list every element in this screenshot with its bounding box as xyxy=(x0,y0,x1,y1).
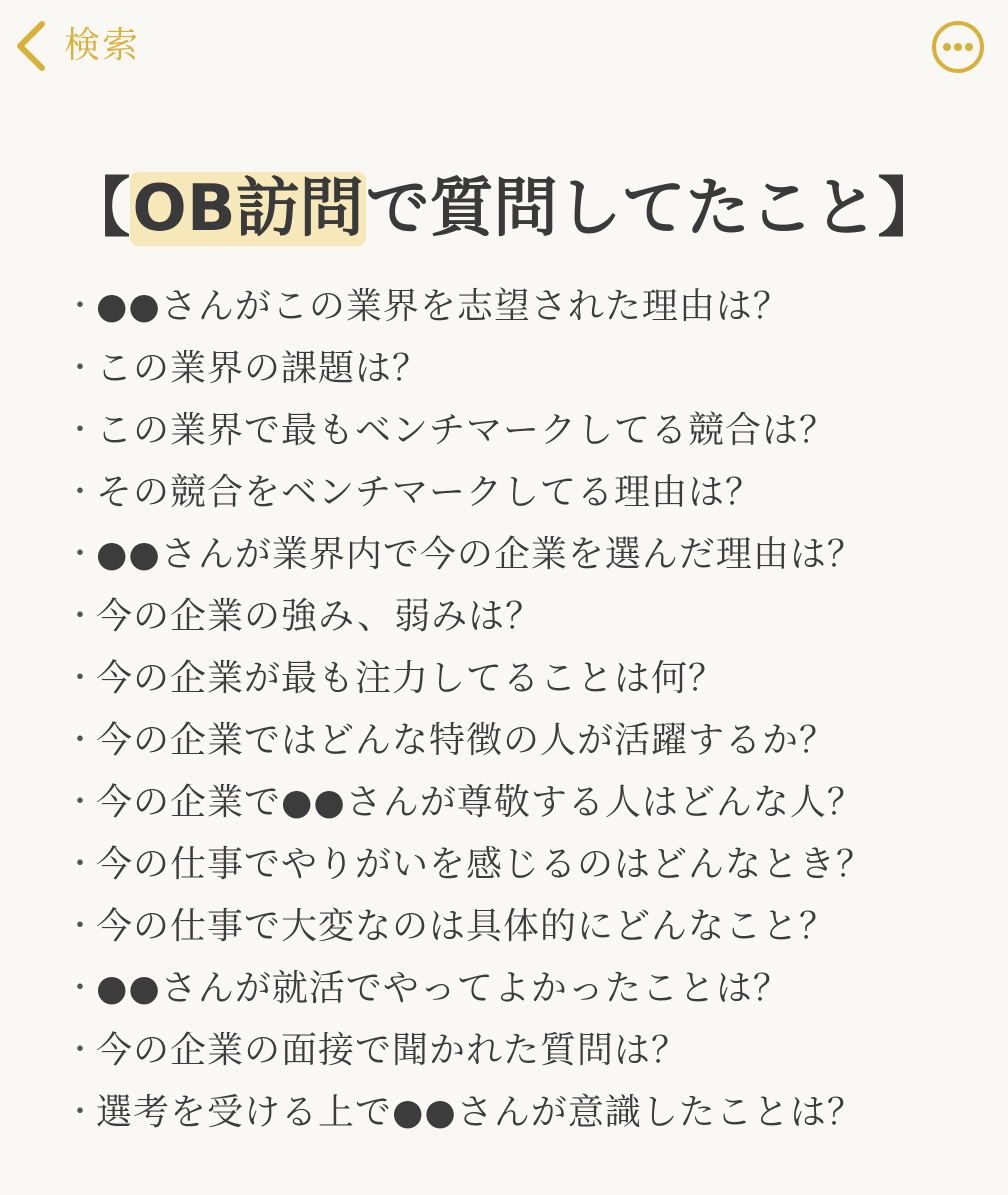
question-item xyxy=(64,524,984,586)
title-rest: で質問してたこと xyxy=(365,171,878,246)
title-highlight: OB訪問 xyxy=(132,171,364,246)
bullet: ・ xyxy=(65,785,95,820)
bullet: ・ xyxy=(65,413,95,448)
question-text: ●●さんが業界内で今の企業を選んだ理由は？ xyxy=(96,534,864,575)
question-list xyxy=(64,276,984,1144)
more-horizontal-circle-icon xyxy=(930,19,986,75)
bullet: ・ xyxy=(65,537,95,572)
bullet: ・ xyxy=(65,971,95,1006)
bullet: ・ xyxy=(65,1095,95,1130)
question-item xyxy=(64,586,984,648)
question-item xyxy=(64,1082,984,1144)
question-text: 今の企業の面接で聞かれた質問は？ xyxy=(96,1030,689,1071)
bullet: ・ xyxy=(65,475,95,510)
question-text: 今の仕事で大変なのは具体的にどんなこと？ xyxy=(96,906,837,947)
question-item xyxy=(64,710,984,772)
question-item xyxy=(64,772,984,834)
question-item xyxy=(64,462,984,524)
bullet: ・ xyxy=(65,351,95,386)
question-text: 今の企業が最も注力してることは何？ xyxy=(96,658,726,699)
question-text: ●●さんが就活でやってよかったことは？ xyxy=(96,968,790,1009)
question-text: その競合をベンチマークしてる理由は？ xyxy=(96,472,763,513)
question-item xyxy=(64,834,984,896)
question-text: 今の企業で●●さんが尊敬する人はどんな人？ xyxy=(96,782,864,823)
question-item xyxy=(64,958,984,1020)
bullet: ・ xyxy=(65,909,95,944)
bullet: ・ xyxy=(65,289,95,324)
more-options-button[interactable] xyxy=(930,19,986,75)
bullet: ・ xyxy=(65,723,95,758)
chevron-left-icon xyxy=(14,20,48,72)
back-button[interactable] xyxy=(14,20,140,72)
question-text: この業界で最もベンチマークしてる競合は？ xyxy=(96,410,837,451)
question-text: 今の仕事でやりがいを感じるのはどんなとき？ xyxy=(96,844,874,885)
question-item xyxy=(64,400,984,462)
question-item xyxy=(64,338,984,400)
question-item xyxy=(64,896,984,958)
title-bracket-close: 】 xyxy=(877,171,942,246)
question-text: 今の企業の強み、弱みは？ xyxy=(96,596,543,637)
question-item xyxy=(64,648,984,710)
bullet: ・ xyxy=(65,599,95,634)
question-item xyxy=(64,276,984,338)
title-bracket-open: 【 xyxy=(66,171,131,246)
question-text: 選考を受ける上で●●さんが意識したことは？ xyxy=(96,1092,864,1133)
question-item xyxy=(64,1020,984,1082)
question-text: この業界の課題は？ xyxy=(96,348,430,389)
question-text: 今の企業ではどんな特徴の人が活躍するか？ xyxy=(96,720,837,761)
bullet: ・ xyxy=(65,661,95,696)
question-text: ●●さんがこの業界を志望された理由は？ xyxy=(96,286,790,327)
bullet: ・ xyxy=(65,1033,95,1068)
navigation-bar xyxy=(0,0,1008,96)
back-label: 検索 xyxy=(64,25,141,66)
note-title xyxy=(0,161,1008,257)
bullet: ・ xyxy=(65,847,95,882)
